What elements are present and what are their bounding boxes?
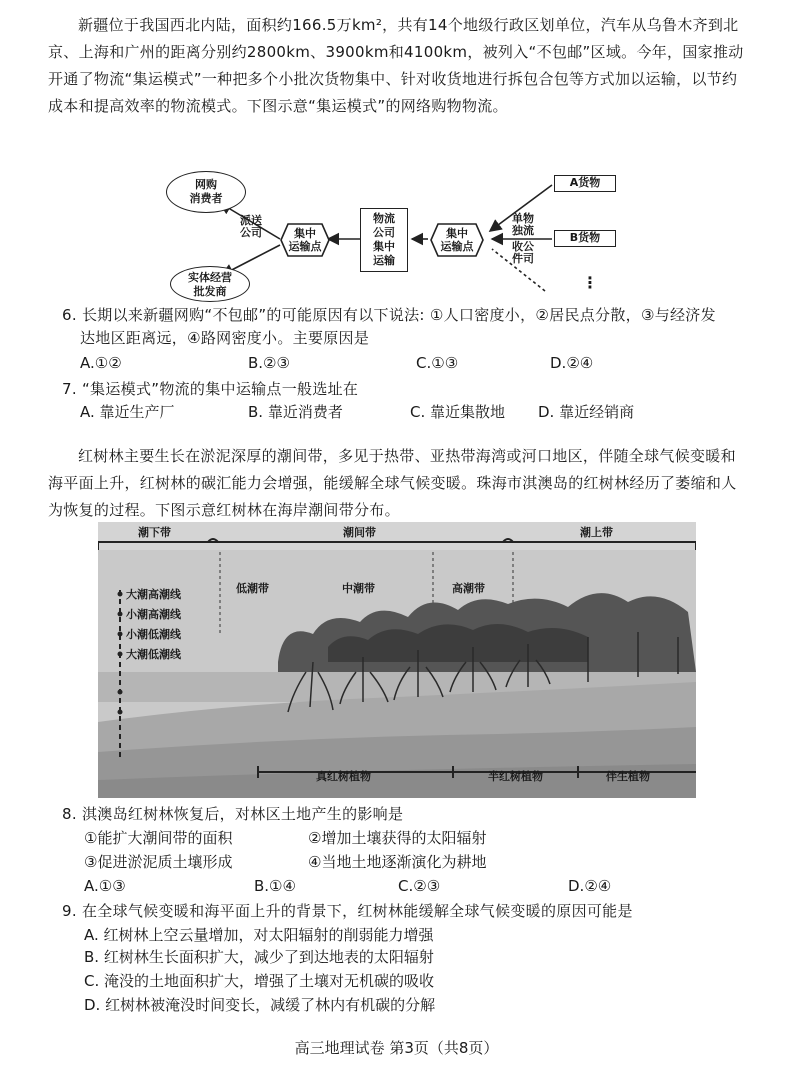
question-8-statement-3: ③促进淤泥质土壤形成 xyxy=(84,853,233,871)
subtidal-zone-label: 潮下带 xyxy=(138,526,171,539)
page-footer: 高三地理试卷 第3页（共8页） xyxy=(294,1039,499,1057)
question-6-option-d[interactable]: D.②④ xyxy=(550,354,594,372)
question-8-option-a[interactable]: A.①③ xyxy=(84,877,126,895)
question-9-stem: 9. 在全球气候变暖和海平面上升的背景下，红树林能缓解全球气候变暖的原因可能是 xyxy=(62,902,633,920)
more-goods-dots: ⋮ xyxy=(582,273,598,292)
passage-mangrove: 红树林主要生长在淤泥深厚的潮间带，多见于热带、亚热带海湾或河口地区，伴随全球气候变暖和海平面上升，红树林的碳汇能力会增强，能缓解全球气候变暖。珠海市淇澳岛的红树林经历了萎缩和人为恢复的过程。下图示意红树林在海岸潮间带分布。 xyxy=(48,447,737,519)
associate-plant-label: 伴生植物 xyxy=(606,770,650,783)
question-9-option-b[interactable]: B. 红树林生长面积扩大，减少了到达地表的太阳辐射 xyxy=(84,948,434,966)
true-mangrove-label: 真红树植物 xyxy=(316,770,371,783)
neap-low-tide-line-label: 小潮低潮线 xyxy=(126,628,181,641)
question-8-option-d[interactable]: D.②④ xyxy=(568,877,612,895)
mid-tide-zone-label: 中潮带 xyxy=(342,582,375,595)
question-6-stem-line2: 达地区距离远，④路网密度小。主要原因是 xyxy=(80,329,370,347)
question-6-stem-line1: 6. 长期以来新疆网购“不包邮”的可能原因有以下说法: ①人口密度小，②居民点分散，③与经济发 xyxy=(62,306,716,324)
online-consumer-node: 网购 消费者 xyxy=(166,171,246,213)
question-8-statement-4: ④当地土地逐渐演化为耕地 xyxy=(308,853,487,871)
passage-xinjiang: 新疆位于我国西北内陆，面积约166.5万km²，共有14个地级行政区划单位，汽车从乌鲁木齐到北京、上海和广州的距离分别约2800km、3900km和4100km，被列入“不包邮”区域。今年，国家推动开通了物流“集运模式”一种把多个小批次货物集中、针对收货地进行拆包合包等方式加以运输，以节约成本和提高效率的物流模式。下图示意“集运模式”的网络购物物流。 xyxy=(48,16,744,115)
right-hub-label: 集中 运输点 xyxy=(440,227,474,253)
question-8-option-b[interactable]: B.①④ xyxy=(254,877,296,895)
mangrove-figure xyxy=(98,522,696,798)
question-7-option-a[interactable]: A. 靠近生产厂 xyxy=(80,403,175,421)
question-9-option-a[interactable]: A. 红树林上空云量增加，对太阳辐射的削弱能力增强 xyxy=(84,926,434,944)
question-7-option-c[interactable]: C. 靠近集散地 xyxy=(410,403,506,421)
question-6-option-c[interactable]: C.①③ xyxy=(416,354,459,372)
question-7-option-d[interactable]: D. 靠近经销商 xyxy=(538,403,635,421)
mangrove-illustration xyxy=(98,522,696,798)
semi-mangrove-label: 半红树植物 xyxy=(488,770,543,783)
spring-high-tide-line-label: 大潮高潮线 xyxy=(126,588,181,601)
question-6-option-b[interactable]: B.②③ xyxy=(248,354,290,372)
question-9-option-d[interactable]: D. 红树林被淹没时间变长，减缓了林内有机碳的分解 xyxy=(84,996,436,1014)
question-6-option-a[interactable]: A.①② xyxy=(80,354,122,372)
supratidal-zone-label: 潮上带 xyxy=(580,526,613,539)
logistics-company-node: 物流 公司 集中 运输 xyxy=(360,208,408,272)
question-8-statement-1: ①能扩大潮间带的面积 xyxy=(84,829,233,847)
neap-high-tide-line-label: 小潮高潮线 xyxy=(126,608,181,621)
question-7-option-b[interactable]: B. 靠近消费者 xyxy=(248,403,343,421)
goods-b-node: B货物 xyxy=(554,230,616,247)
retail-wholesaler-node: 实体经营 批发商 xyxy=(170,266,250,302)
question-9-option-c[interactable]: C. 淹没的土地面积扩大，增强了土壤对无机碳的吸收 xyxy=(84,972,435,990)
question-8-option-c[interactable]: C.②③ xyxy=(398,877,441,895)
question-8-statement-2: ②增加土壤获得的太阳辐射 xyxy=(308,829,487,847)
logistics-flow-diagram xyxy=(160,163,630,303)
question-8-stem: 8. 淇澳岛红树林恢复后，对林区土地产生的影响是 xyxy=(62,805,404,823)
left-hub-label: 集中 运输点 xyxy=(288,227,322,253)
intertidal-zone-label: 潮间带 xyxy=(343,526,376,539)
question-7-stem: 7. “集运模式”物流的集中运输点一般选址在 xyxy=(62,380,359,398)
spring-low-tide-line-label: 大潮低潮线 xyxy=(126,648,181,661)
courier-company-label: 收公件司 xyxy=(512,240,534,265)
goods-a-node: A货物 xyxy=(554,175,616,192)
dispatch-company-label: 派送公司 xyxy=(240,214,262,239)
low-tide-zone-label: 低潮带 xyxy=(236,582,269,595)
individual-logistics-label: 单物独流 xyxy=(512,212,534,237)
high-tide-zone-label: 高潮带 xyxy=(452,582,485,595)
